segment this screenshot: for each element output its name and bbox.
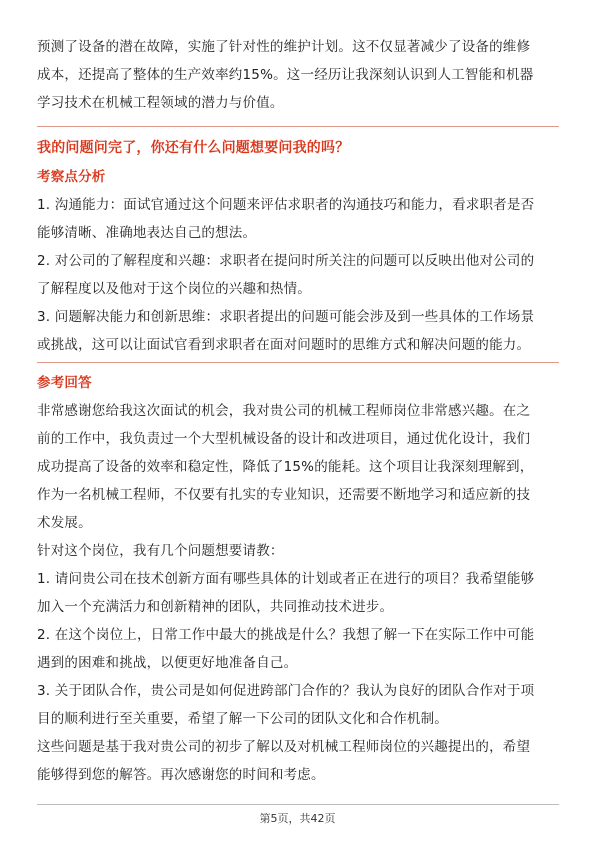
reference-line: 目的顺利进行至关重要，希望了解一下公司的团队文化和合作机制。	[37, 711, 448, 727]
reference-line: 作为一名机械工程师，不仅要有扎实的专业知识，还需要不断地学习和适应新的技	[37, 487, 531, 503]
analysis-line: 或挑战，这可以让面试官看到求职者在面对问题时的思维方式和解决问题的能力。	[37, 337, 531, 353]
question-title: 我的问题问完了，你还有什么问题想要问我的吗？	[37, 140, 350, 156]
reference-line: 针对这个岗位，我有几个问题想要请教：	[37, 543, 284, 559]
analysis-line: 1. 沟通能力：面试官通过这个问题来评估求职者的沟通技巧和能力，看求职者是否	[37, 197, 535, 213]
reference-line: 非常感谢您给我这次面试的机会，我对贵公司的机械工程师岗位非常感兴趣。在之	[37, 403, 531, 419]
reference-line: 2. 在这个岗位上，日常工作中最大的挑战是什么？我想了解一下在实际工作中可能	[37, 627, 535, 643]
reference-heading: 参考回答	[37, 375, 92, 391]
page-number: 第5页，共42页	[259, 812, 336, 825]
section-divider	[37, 362, 559, 363]
reference-line: 遇到的困难和挑战，以便更好地准备自己。	[37, 655, 298, 671]
analysis-line: 能够清晰、准确地表达自己的想法。	[37, 225, 257, 241]
analysis-line: 了解程度以及他对于这个岗位的兴趣和热情。	[37, 281, 311, 297]
reference-line: 这些问题是基于我对贵公司的初步了解以及对机械工程师岗位的兴趣提出的，希望	[37, 739, 531, 755]
paragraph-line: 学习技术在机械工程领域的潜力与价值。	[37, 95, 284, 111]
reference-line: 1. 请问贵公司在技术创新方面有哪些具体的计划或者正在进行的项目？我希望能够	[37, 571, 535, 587]
reference-line: 术发展。	[37, 515, 92, 531]
analysis-section	[37, 163, 559, 359]
paragraph-line: 成本，还提高了整体的生产效率约15%。这一经历让我深刻认识到人工智能和机器	[37, 67, 534, 83]
reference-line: 能够得到您的解答。再次感谢您的时间和考虑。	[37, 767, 325, 783]
intro-paragraph	[37, 33, 559, 117]
reference-line: 成功提高了设备的效率和稳定性，降低了15%的能耗。这个项目让我深刻理解到，	[37, 459, 534, 475]
section-divider	[37, 126, 559, 127]
question-block	[37, 134, 559, 162]
analysis-heading: 考察点分析	[37, 169, 106, 185]
paragraph-line: 预测了设备的潜在故障，实施了针对性的维护计划。这不仅显著减少了设备的维修	[37, 39, 531, 55]
footer-divider	[37, 804, 559, 805]
reference-line: 加入一个充满活力和创新精神的团队，共同推动技术进步。	[37, 599, 394, 615]
reference-line: 3. 关于团队合作，贵公司是如何促进跨部门合作的？我认为良好的团队合作对于项	[37, 683, 535, 699]
reference-section	[37, 369, 559, 789]
reference-line: 前的工作中，我负责过一个大型机械设备的设计和改进项目，通过优化设计，我们	[37, 431, 531, 447]
analysis-line: 3. 问题解决能力和创新思维：求职者提出的问题可能会涉及到一些具体的工作场景	[37, 309, 535, 325]
analysis-line: 2. 对公司的了解程度和兴趣：求职者在提问时所关注的问题可以反映出他对公司的	[37, 253, 535, 269]
